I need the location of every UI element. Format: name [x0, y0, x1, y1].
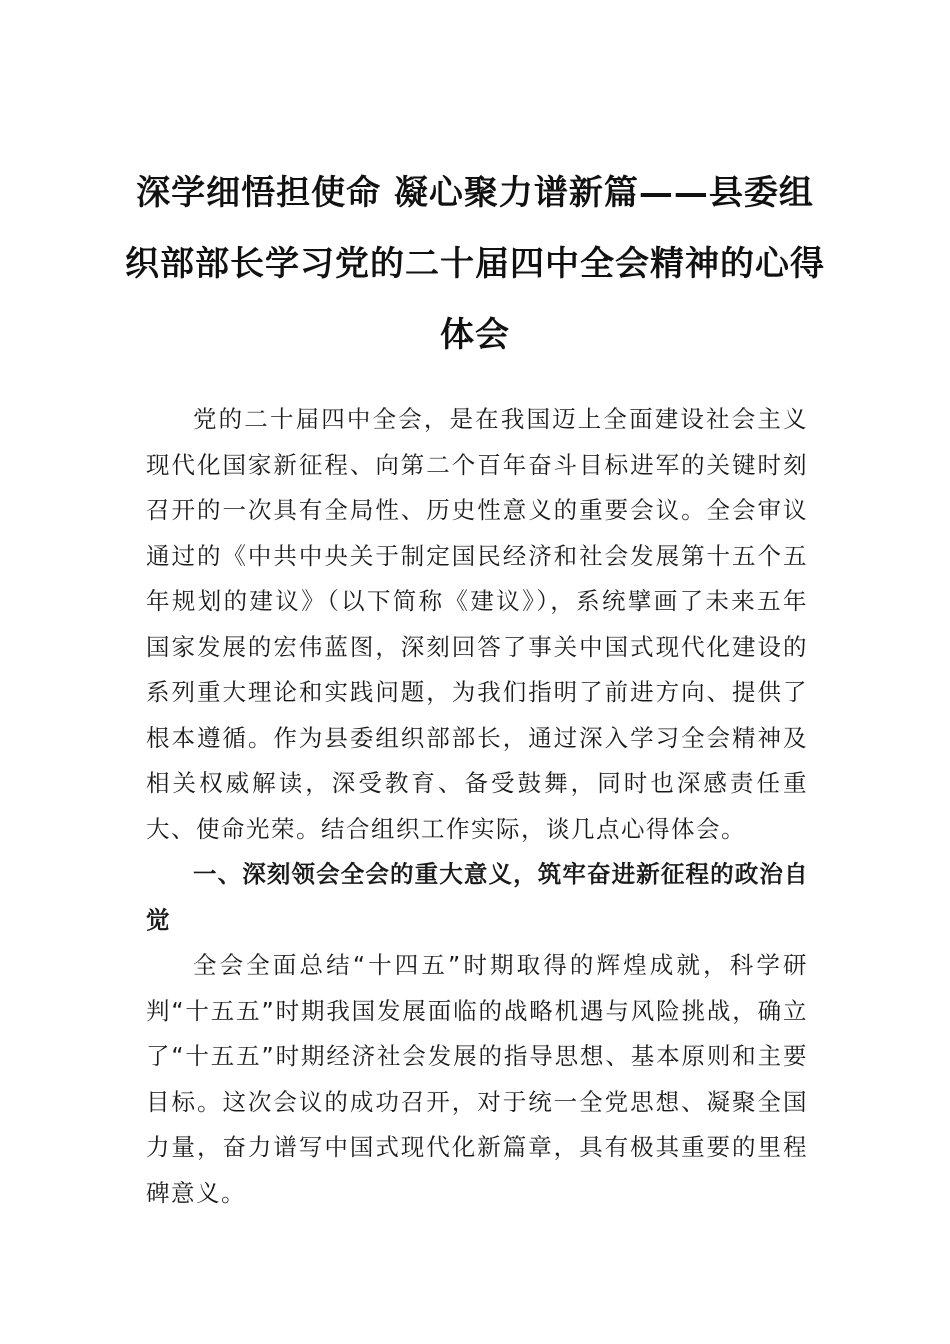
document-body	[146, 397, 808, 1216]
section-1-heading: 一、深刻领会全会的重大意义，筑牢奋进新征程的政治自觉	[146, 860, 808, 934]
document-title: 深学细悟担使命 凝心聚力谱新篇——县委组织部部长学习党的二十届四中全会精神的心得体会	[125, 173, 825, 355]
intro-paragraph: 党的二十届四中全会，是在我国迈上全面建设社会主义现代化国家新征程、向第二个百年奋斗目标进军的关键时刻召开的一次具有全局性、历史性意义的重要会议。全会审议通过的《中共中央关于制定国民经济和社会发展第十五个五年规划的建议》（以下简称《建议》），系统擘画了未来五年国家发展的宏伟蓝图，深刻回答了事关中国式现代化建设的系列重大理论和实践问题，为我们指明了前进方向、提供了根本遵循。作为县委组织部部长，通过深入学习全会精神及相关权威解读，深受教育、备受鼓舞，同时也深感责任重大、使命光荣。结合组织工作实际，谈几点心得体会。	[146, 405, 808, 843]
section-1-paragraph: 全会全面总结“十四五”时期取得的辉煌成就，科学研判“十五五”时期我国发展面临的战略机遇与风险挑战，确立了“十五五”时期经济社会发展的指导思想、基本原则和主要目标。这次会议的成功召开，对于统一全党思想、凝聚全国力量，奋力谱写中国式现代化新篇章，具有极其重要的里程碑意义。	[146, 951, 808, 1207]
